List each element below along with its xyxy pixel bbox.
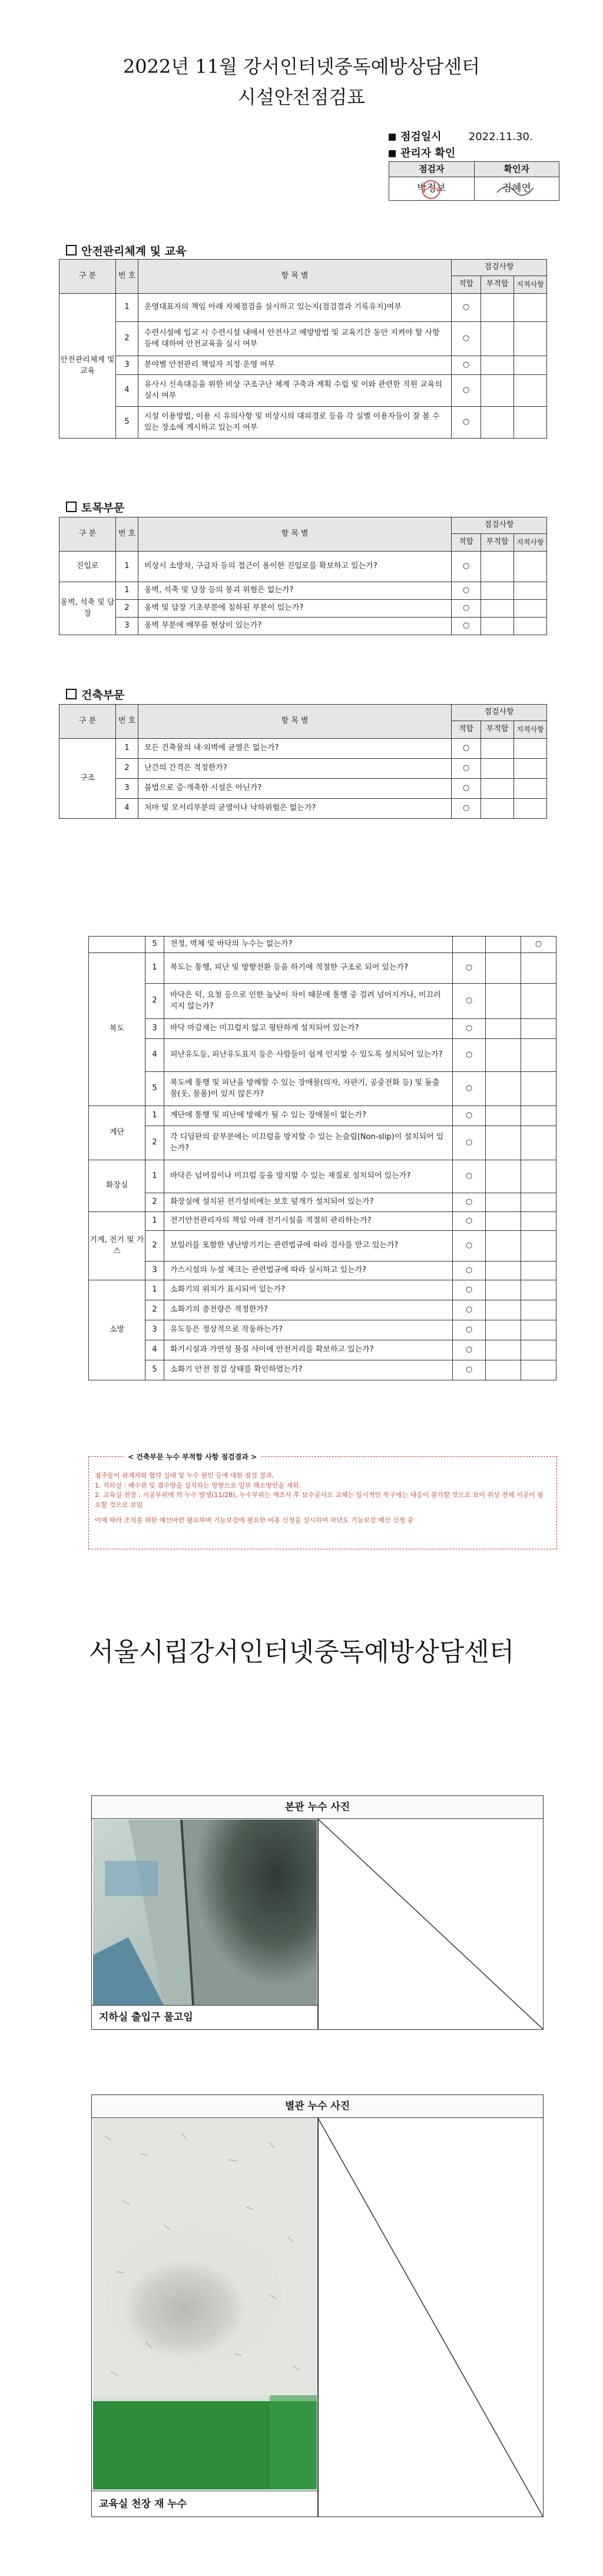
row-number: 1 — [116, 552, 138, 582]
row-number: 5 — [145, 1360, 164, 1380]
basement-leak-photo — [93, 1820, 317, 2005]
ok-mark: ○ — [453, 1126, 486, 1160]
row-number: 1 — [116, 294, 138, 322]
section2-heading: 토목부문 — [66, 499, 124, 515]
ok-mark: ○ — [453, 1320, 486, 1340]
category-cell: 계단 — [89, 1106, 145, 1160]
item-text: 복도는 통행, 피난 및 방향전환 등을 하기에 적절한 구조로 되어 있는가? — [164, 953, 453, 984]
document-subtitle: 시설안전점검표 — [237, 86, 366, 108]
item-text: 옹벽, 석축 및 담장 등의 붕괴 위험은 없는가? — [138, 582, 452, 600]
col-number: 번 호 — [116, 517, 138, 552]
ok-mark: ○ — [453, 1212, 486, 1231]
item-text: 바닥은 넘어짐이나 미끄럼 등을 방지할 수 있는 재질로 설치되어 있는가? — [164, 1160, 453, 1193]
row-number: 1 — [116, 739, 138, 759]
item-text: 처마 및 모서리부분의 균열이나 낙하위험은 없는가? — [138, 799, 452, 819]
category-cell: 화장실 — [89, 1160, 145, 1212]
photo-panel — [91, 1795, 544, 2030]
col-category: 구 분 — [59, 705, 116, 739]
item-text: 소화기의 위치가 표시되어 있는가? — [164, 1280, 453, 1300]
ok-mark: ○ — [453, 1231, 486, 1262]
row-number: 4 — [145, 1340, 164, 1360]
photo-panel — [91, 2094, 544, 2517]
row-number: 3 — [145, 1320, 164, 1340]
section1-heading: 안전관리체계 및 교육 — [66, 243, 186, 258]
section1-table — [59, 259, 547, 439]
confirmer-name: 김혜연 — [502, 182, 531, 195]
notice-line: 2. 교육실 천장 : 시공부위에 의 누수 발생(11/28), 누수부위는 재조사 후 보수공사로 교체는 일시적인 복구에는 대응이 불가할 것으로 보이 취상 전체 시공이 필요할 것으로 보임 — [95, 1491, 544, 1509]
col-bad: 부적합 — [481, 534, 514, 552]
row-number: 5 — [145, 937, 164, 953]
inspector-name: 박정보 — [417, 182, 446, 195]
col-result: 점검사항 — [452, 517, 547, 534]
col-items: 항 목 별 — [138, 705, 452, 739]
inspection-date: 2022.11.30. — [468, 131, 533, 143]
ok-mark: ○ — [453, 1193, 486, 1212]
item-text: 시설 이용방법, 이용 시 유의사항 및 비상시의 대피경로 등을 각 실별 이용자들이 잘 볼 수 있는 장소에 게시하고 있는지 여부 — [138, 407, 452, 439]
signoff-table — [389, 161, 559, 201]
checkbox-square-icon — [66, 689, 77, 699]
item-text: 비상시 소방차, 구급차 등의 접근이 용이한 진입로를 확보하고 있는가? — [138, 552, 452, 582]
row-number: 1 — [145, 1212, 164, 1231]
signature-stamp-icon — [419, 178, 443, 201]
item-text: 전기안전관리자의 책임 아래 전기시설을 적절히 관리하는가? — [164, 1212, 453, 1231]
empty-slot-diagonal — [318, 2118, 543, 2517]
row-number: 2 — [116, 322, 138, 356]
item-text: 화장실에 설치된 전기설비에는 보호 덮개가 설치되어 있는가? — [164, 1193, 453, 1212]
row-number: 4 — [116, 799, 138, 819]
row-number: 3 — [145, 1019, 164, 1039]
ok-mark: ○ — [453, 1019, 486, 1039]
item-text: 화기시설과 가연성 물질 사이에 안전거리를 확보하고 있는가? — [164, 1340, 453, 1360]
photo-panel-title: 별관 누수 사진 — [92, 2095, 543, 2118]
col-number: 번 호 — [116, 705, 138, 739]
row-number: 1 — [145, 1280, 164, 1300]
notice-line: 1. 지하실 : 배수관 및 접수방을 설치하는 방향으로 일부 해소방안을 세워. — [95, 1481, 302, 1489]
document-title: 2022년 11월 강서인터넷중독예방상담센터 — [122, 55, 481, 78]
ok-mark: ○ — [453, 1280, 486, 1300]
item-text: 소화기의 충전량은 적정한가? — [164, 1300, 453, 1320]
ok-mark: ○ — [453, 1340, 486, 1360]
row-number: 1 — [145, 1160, 164, 1193]
action-mark: ○ — [521, 937, 556, 953]
section3-table — [59, 704, 547, 819]
section2-table — [59, 517, 547, 635]
col-action: 지적사항 — [514, 534, 547, 552]
ok-mark: ○ — [453, 1360, 486, 1380]
manager-label: 관리자 확인 — [400, 147, 456, 160]
col-bad: 부적합 — [481, 276, 514, 294]
category-cell: 진입로 — [59, 552, 116, 582]
photo-caption: 지하실 출입구 물고임 — [92, 2005, 317, 2030]
ok-mark: ○ — [453, 1106, 486, 1126]
square-bullet-icon — [389, 134, 396, 141]
row-number: 1 — [145, 953, 164, 984]
ok-mark: ○ — [453, 1300, 486, 1320]
col-category: 구 분 — [59, 260, 116, 294]
ok-mark: ○ — [452, 356, 481, 375]
item-text: 수련시설에 입교 시 수련시설 내에서 안전사고 예방방법 및 교육기간 동안 지켜야 할 사항 등에 대하여 안전교육을 실시 여부 — [138, 322, 452, 356]
ceiling-leak-photo — [93, 2119, 317, 2489]
row-number: 3 — [116, 618, 138, 635]
item-text: 각 디딤판의 끝부분에는 미끄럼을 방지할 수 있는 논슬립(Non-slip)이 설치되어 있는가? — [164, 1126, 453, 1160]
col-items: 항 목 별 — [138, 260, 452, 294]
row-number: 2 — [145, 1300, 164, 1320]
category-cell: 기계, 전기 및 가스 — [89, 1212, 145, 1280]
notice-line: 점주들이 관계자와 협약 실태 및 누수 원인 등에 대한 점검 결과, — [95, 1472, 274, 1479]
row-number: 1 — [116, 582, 138, 600]
empty-slot-diagonal — [318, 1819, 543, 2029]
ok-mark: ○ — [453, 984, 486, 1019]
row-number: 2 — [145, 1126, 164, 1160]
item-text: 계단에 통행 및 피난에 방해가 될 수 있는 장애물이 없는가? — [164, 1106, 453, 1126]
ok-mark: ○ — [452, 375, 481, 407]
ok-mark: ○ — [453, 1262, 486, 1280]
checkbox-square-icon — [66, 245, 77, 255]
row-number: 2 — [116, 600, 138, 618]
row-number: 2 — [145, 1193, 164, 1212]
category-cell: 구조 — [59, 739, 116, 819]
item-text: 보일러를 포함한 냉난방기기는 관련법규에 따라 검사를 받고 있는가? — [164, 1231, 453, 1262]
notice-line: 이에 따라 조치를 위한 예산마련 필요하며 기능보강에 필요한 비용 신청을 실시하여 차년도 기능보강 예산 신청 중 — [95, 1516, 414, 1524]
row-number: 5 — [145, 1072, 164, 1106]
row-number: 2 — [145, 1231, 164, 1262]
ok-mark: ○ — [452, 600, 481, 618]
col-ok: 적합 — [452, 534, 481, 552]
ok-mark: ○ — [452, 779, 481, 799]
row-number: 3 — [116, 779, 138, 799]
row-number: 3 — [145, 1262, 164, 1280]
row-number: 1 — [145, 1106, 164, 1126]
item-text: 바닥 마감재는 미끄럽지 않고 평탄하게 설치되어 있는가? — [164, 1019, 453, 1039]
confirmer-label: 확인자 — [474, 162, 559, 177]
item-text: 피난유도등, 피난유도표지 등은 사람들이 쉽게 인지할 수 있도록 설치되어 있는가? — [164, 1039, 453, 1072]
row-number: 4 — [116, 375, 138, 407]
item-text: 운영대표자의 책임 아래 자체점검을 실시하고 있는지(점검결과 기록유지)여부 — [138, 294, 452, 322]
col-ok: 적합 — [452, 276, 481, 294]
inspector-label: 점검자 — [389, 162, 475, 177]
col-ok: 적합 — [452, 721, 481, 739]
col-action: 지적사항 — [514, 276, 547, 294]
ok-mark: ○ — [453, 953, 486, 984]
footer-organization: 서울시립강서인터넷중독예방상담센터 — [88, 1637, 515, 1667]
ok-mark: ○ — [453, 1072, 486, 1106]
section4-table — [88, 936, 556, 1380]
item-text: 옹벽 부분에 배부름 현상이 있는가? — [138, 618, 452, 635]
category-cell: 복도 — [89, 953, 145, 1106]
item-text: 유도등은 정상적으로 작동하는가? — [164, 1320, 453, 1340]
ok-mark: ○ — [452, 618, 481, 635]
col-result: 점검사항 — [452, 705, 547, 721]
row-number: 3 — [116, 356, 138, 375]
square-bullet-icon — [389, 150, 396, 157]
item-text: 난간의 간격은 적정한가? — [138, 759, 452, 779]
col-action: 지적사항 — [514, 721, 547, 739]
row-number: 2 — [145, 984, 164, 1019]
signature-scribble-icon — [495, 181, 542, 198]
item-text: 옹벽 및 담장 기초부분에 침하된 부분이 있는가? — [138, 600, 452, 618]
col-bad: 부적합 — [481, 721, 514, 739]
ok-mark: ○ — [452, 407, 481, 439]
col-number: 번 호 — [116, 260, 138, 294]
photo-panel-title: 본관 누수 사진 — [92, 1796, 543, 1819]
item-text: 가스시설의 누설 체크는 관련법규에 따라 실시하고 있는가? — [164, 1262, 453, 1280]
section3-heading: 건축부문 — [66, 686, 124, 702]
item-text: 유사시 신속대응을 위한 비상 구조구난 체계 구축과 계획 수립 및 이와 관련한 직원 교육의 실시 여부 — [138, 375, 452, 407]
col-result: 점검사항 — [452, 260, 547, 276]
notice-title: < 건축부문 누수 부적합 사항 점검결과 > — [124, 1452, 260, 1462]
ok-mark: ○ — [452, 799, 481, 819]
row-number: 2 — [116, 759, 138, 779]
ok-mark: ○ — [452, 759, 481, 779]
inspection-date-row — [389, 128, 533, 144]
item-text: 모든 건축물의 내·외벽에 균열은 없는가? — [138, 739, 452, 759]
item-text: 바닥은 턱, 요철 등으로 인한 높낮이 차이 때문에 통행 중 걸려 넘어지거나, 미끄러지지 않는가? — [164, 984, 453, 1019]
ok-mark: ○ — [453, 1039, 486, 1072]
notice-box — [88, 1453, 557, 1549]
inspection-label: 점검일시 — [400, 131, 442, 143]
manager-confirm-row — [389, 145, 455, 160]
item-text: 불법으로 증·개축한 시설은 아닌가? — [138, 779, 452, 799]
category-cell: 소방 — [89, 1280, 145, 1380]
checkbox-square-icon — [66, 502, 77, 512]
item-text: 소화기 안전 점검 상태를 확인하였는가? — [164, 1360, 453, 1380]
ok-mark: ○ — [452, 322, 481, 356]
ok-mark: ○ — [452, 582, 481, 600]
row-number: 4 — [145, 1039, 164, 1072]
ok-mark: ○ — [452, 739, 481, 759]
item-text: 천정, 벽체 및 바닥의 누수는 없는가? — [164, 937, 453, 953]
ok-mark: ○ — [452, 294, 481, 322]
category-cell: 옹벽, 석축 및 담장 — [59, 582, 116, 635]
col-category: 구 분 — [59, 517, 116, 552]
ok-mark: ○ — [452, 552, 481, 582]
category-cell: 안전관리체계 및 교육 — [59, 294, 116, 439]
item-text: 분야별 안전관리 책임자 지정·운영 여부 — [138, 356, 452, 375]
photo-caption: 교육실 천장 재 누수 — [92, 2491, 317, 2517]
item-text: 복도에 통행 및 피난을 방해할 수 있는 장애물(의자, 자판기, 공중전화 등) 및 돌출물(옷, 물품)이 있지 않은가? — [164, 1072, 453, 1106]
row-number: 5 — [116, 407, 138, 439]
notice-body — [95, 1471, 548, 1526]
ok-mark: ○ — [453, 1160, 486, 1193]
col-items: 항 목 별 — [138, 517, 452, 552]
